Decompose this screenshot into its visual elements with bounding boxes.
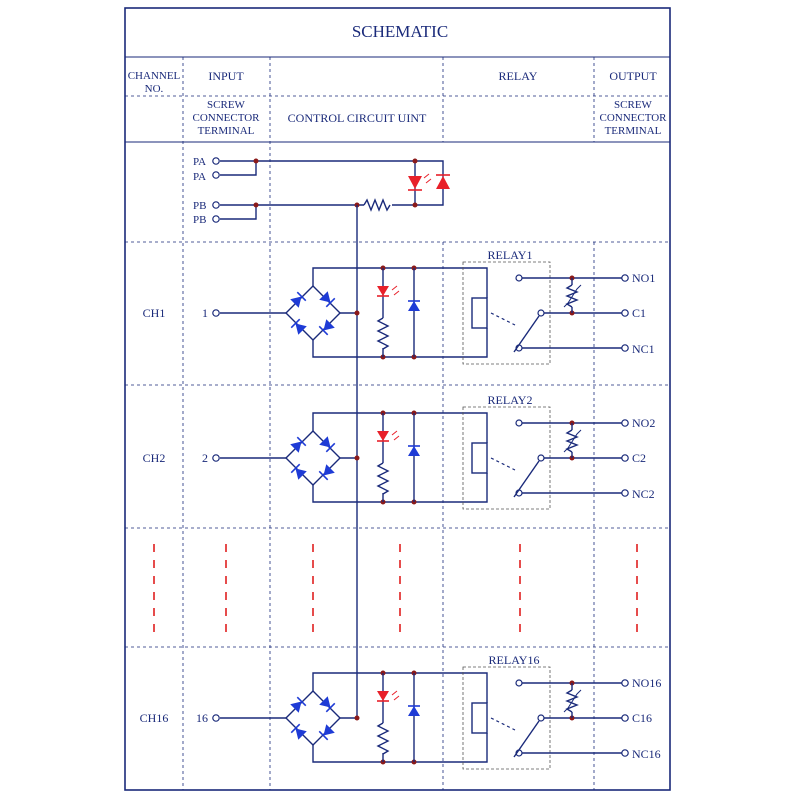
output-nc16: NC16 <box>632 747 661 761</box>
contact-com <box>538 310 544 316</box>
status-led-icon <box>377 431 389 441</box>
bridge-diode <box>290 437 306 453</box>
channel-label-ch16: CH16 <box>139 711 169 725</box>
terminal-pb1 <box>213 202 219 208</box>
contact-com <box>538 715 544 721</box>
status-led-icon <box>377 286 389 296</box>
relay-label-16: RELAY16 <box>488 653 540 667</box>
flyback-diode-icon <box>408 301 420 311</box>
bridge-diode <box>319 696 335 712</box>
terminal-label-pa1: PA <box>193 156 207 168</box>
bridge-diode <box>319 464 335 480</box>
contact-no <box>516 420 522 426</box>
channel-ch16 <box>213 667 628 769</box>
header-input-sub-3: TERMINAL <box>197 125 255 137</box>
relay-label-1: RELAY1 <box>487 248 533 262</box>
input-terminal <box>213 310 219 316</box>
input-label-2: 2 <box>202 451 208 465</box>
terminal-pa2 <box>213 172 219 178</box>
header-relay: RELAY <box>498 69 538 83</box>
header-channel-line1: CHANNEL <box>127 70 181 82</box>
header-input: INPUT <box>208 69 244 83</box>
status-led-icon <box>377 691 389 701</box>
output-no1: NO1 <box>632 271 656 285</box>
flyback-diode-icon <box>408 446 420 456</box>
bridge-diode <box>319 319 335 335</box>
relay-label-2: RELAY2 <box>487 393 533 407</box>
contact-no <box>516 680 522 686</box>
header-output-sub-3: TERMINAL <box>604 125 662 137</box>
output-nc2: NC2 <box>632 487 655 501</box>
bridge-diode <box>291 724 307 740</box>
output-c1: C1 <box>632 306 647 320</box>
bridge-diode <box>291 319 307 335</box>
terminal-pb2 <box>213 216 219 222</box>
power-led-red-2 <box>436 175 450 189</box>
header-input-sub-2: CONNECTOR <box>192 112 260 124</box>
flyback-diode-icon <box>408 706 420 716</box>
relay-coil <box>472 443 487 473</box>
terminal-label-pa2: PA <box>193 171 207 183</box>
omitted-channels-indicator <box>154 544 637 636</box>
bridge-diode <box>291 464 307 480</box>
output-c16: C16 <box>632 711 653 725</box>
header-control: CONTROL CIRCUIT UINT <box>287 111 427 125</box>
header-output-sub-2: CONNECTOR <box>599 112 667 124</box>
channel-ch2 <box>213 407 628 509</box>
input-terminal <box>213 715 219 721</box>
relay-coil <box>472 703 487 733</box>
header-input-sub-1: SCREW <box>207 99 245 111</box>
relay-coil <box>472 298 487 328</box>
header-output-sub-1: SCREW <box>614 99 652 111</box>
input-label-1: 1 <box>202 306 208 320</box>
channel-label-ch1: CH1 <box>142 306 166 320</box>
input-label-16: 16 <box>196 711 208 725</box>
output-no16: NO16 <box>632 676 662 690</box>
output-nc1: NC1 <box>632 342 655 356</box>
bridge-diode <box>290 697 306 713</box>
bridge-diode <box>290 292 306 308</box>
bridge-diode <box>319 724 335 740</box>
terminal-label-pb1: PB <box>193 200 207 212</box>
header-channel-line2: NO. <box>144 83 164 95</box>
output-no2: NO2 <box>632 416 656 430</box>
terminal-pa1 <box>213 158 219 164</box>
input-terminal <box>213 455 219 461</box>
contact-com <box>538 455 544 461</box>
bridge-diode <box>319 436 335 452</box>
channel-ch1 <box>213 262 628 364</box>
terminal-label-pb2: PB <box>193 214 207 226</box>
header-output: OUTPUT <box>609 69 657 83</box>
channel-label-ch2: CH2 <box>142 451 166 465</box>
schematic-title: SCHEMATIC <box>351 22 449 41</box>
contact-no <box>516 275 522 281</box>
power-led-red-1 <box>408 174 431 190</box>
output-c2: C2 <box>632 451 647 465</box>
bridge-diode <box>319 291 335 307</box>
